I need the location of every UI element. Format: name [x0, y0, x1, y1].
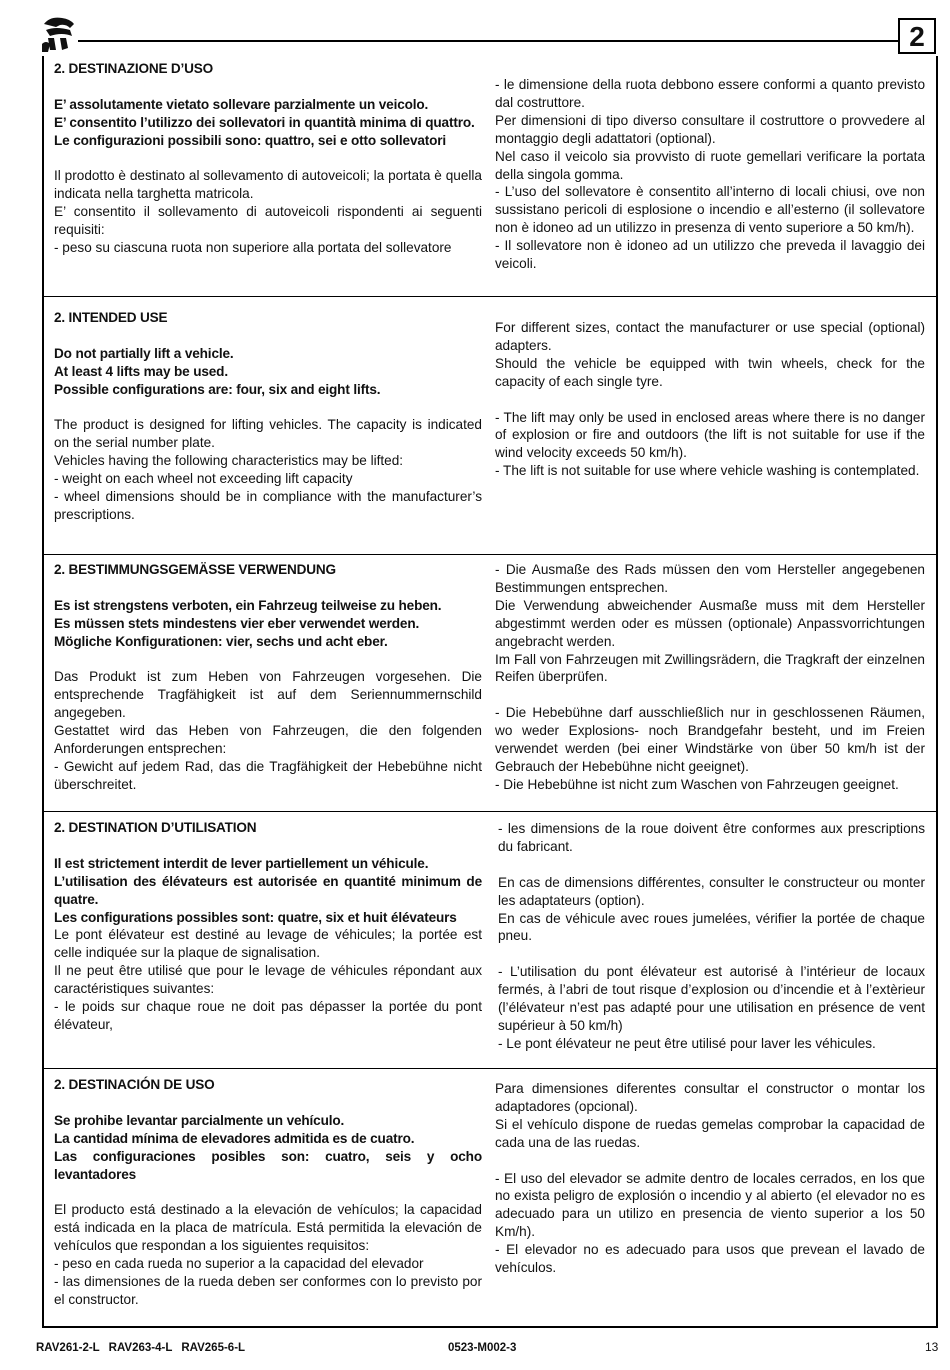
- footer-page-number: 13: [925, 1340, 939, 1354]
- paragraph: Si el vehículo dispone de ruedas gemelas comprobar la capacidad de cada una de las ruedas.: [495, 1116, 925, 1150]
- paragraph: - le poids sur chaque roue ne doit pas dépasser la portée du pont élévateur,: [54, 999, 482, 1032]
- paragraph: - weight on each wheel not exceeding lift capacity: [54, 471, 353, 487]
- paragraph: Il ne peut être utilisé que pour le levage de véhicules répondant aux caractéristiques suivantes:: [54, 963, 482, 997]
- warning-text: Do not partially lift a vehicle.: [54, 345, 234, 361]
- paragraph: En cas de véhicule avec roues jumelées, vérifier la portée de chaque pneu.: [498, 910, 925, 944]
- paragraph: - El elevador no es adecuado para usos que prevean el lavado de vehículos.: [495, 1242, 925, 1276]
- paragraph: - Die Ausmaße des Rads müssen den vom Hersteller angegebenen Bestimmungen entsprechen.: [495, 562, 925, 595]
- paragraph: - Il sollevatore non è idoneo ad un utilizzo che preveda il lavaggio dei veicoli.: [495, 238, 925, 272]
- paragraph: Die Verwendung abweichender Ausmaße muss mit dem Hersteller abgestimmt werden oder es müssen (optionale) Anpassvorrichtungen angebracht werden.: [495, 597, 925, 649]
- paragraph: Para dimensiones diferentes consultar el constructor o montar los adaptadores (opcional).: [495, 1081, 925, 1114]
- section-number-box: 2: [898, 18, 936, 54]
- paragraph: - peso en cada rueda no superior a la capacidad del elevador: [54, 1256, 424, 1272]
- paragraph: - Die Hebebühne ist nicht zum Waschen von Fahrzeugen geeignet.: [495, 776, 899, 792]
- warning-text: Il est strictement interdit de lever partiellement un véhicule.: [54, 855, 429, 871]
- warning-text: Possible configurations are: four, six and eight lifts.: [54, 381, 381, 397]
- warning-text: Las configuraciones posibles son: cuatro, seis y ocho levantadores: [54, 1148, 482, 1182]
- warning-text: Es ist strengstens verboten, ein Fahrzeug teilweise zu heben.: [54, 597, 442, 613]
- warning-block: [54, 597, 482, 651]
- warning-text: E’ assolutamente vietato sollevare parzialmente un veicolo.: [54, 96, 429, 112]
- paragraph: Per dimensioni di tipo diverso consultare il costruttore o provvedere al montaggio degli adattatori (optional).: [495, 112, 925, 146]
- section-heading: 2. DESTINATION D’UTILISATION: [54, 820, 257, 835]
- footer-document-code: 0523-M002-3: [448, 1342, 517, 1354]
- paragraph: - Die Hebebühne darf ausschließlich nur in geschlossenen Räumen, wo weder Explosions- noch Brandgefahr besteht, und im Freien verwendet werden (bei einer Windstärke von über 50 km/h ist der Gebrauch der Hebebühne nicht geeignet).: [495, 705, 925, 774]
- paragraph: Should the vehicle be equipped with twin wheels, check for the capacity of each single tyre.: [495, 355, 925, 389]
- header-rule: [78, 40, 898, 42]
- section-heading: 2. DESTINAZIONE D’USO: [54, 61, 213, 76]
- paragraph: - El uso del elevador se admite dentro de locales cerrados, en los que no exista peligro de explosión o incendio y al abierto (el elevador no es adecuado para un utilizo en presencia de viento superior a los 50 Km/h).: [495, 1170, 925, 1240]
- warning-text: E’ consentito l’utilizzo dei sollevatori in quantità minima di quattro.: [54, 114, 475, 130]
- section-heading: 2. DESTINACIÓN DE USO: [54, 1077, 215, 1092]
- paragraph: En cas de dimensions différentes, consulter le constructeur ou monter les adaptateurs (option).: [498, 874, 925, 908]
- section-en: [42, 297, 938, 555]
- warning-block: [54, 96, 482, 150]
- section-de: [42, 555, 938, 812]
- warning-text: Mögliche Konfigurationen: vier, sechs und acht eber.: [54, 633, 388, 649]
- paragraph: E’ consentito il sollevamento di autoveicoli rispondenti ai seguenti requisiti:: [54, 204, 482, 238]
- paragraph: Vehicles having the following characteristics may be lifted:: [54, 453, 404, 469]
- paragraph: - wheel dimensions should be in compliance with the manufacturer’s prescriptions.: [54, 489, 482, 522]
- paragraph: - Gewicht auf jedem Rad, das die Tragfähigkeit der Hebebühne nicht überschreitet.: [54, 758, 482, 792]
- paragraph: Il prodotto è destinato al sollevamento di autoveicoli; la portata è quella indicata nella targhetta matricola.: [54, 168, 482, 202]
- paragraph: For different sizes, contact the manufacturer or use special (optional) adapters.: [495, 320, 925, 353]
- paragraph: Le pont élévateur est destiné au levage de véhicules; la portée est celle indiquée sur la plaque de signalisation.: [54, 927, 482, 961]
- section-es: [42, 1069, 938, 1328]
- paragraph: - le dimensione della ruota debbono essere conformi a quanto previsto dal costruttore.: [495, 77, 925, 110]
- warning-text: Se prohibe levantar parcialmente un vehículo.: [54, 1112, 345, 1128]
- section-fr: [42, 812, 938, 1069]
- paragraph: - L’uso del sollevatore è consentito all’interno di locali chiusi, ove non sussistano pericoli di esplosione o incendio e all’esterno (il sollevatore non è idoneo ad un utilizzo in presenza di vento superiore a 50 km/h).: [495, 184, 925, 236]
- warning-text: L’utilisation des élévateurs est autorisée en quantité minimum de quatre.: [54, 873, 482, 907]
- warning-block: [54, 345, 482, 399]
- paragraph: The product is designed for lifting vehicles. The capacity is indicated on the serial number plate.: [54, 417, 482, 451]
- paragraph: - peso su ciascuna ruota non superiore alla portata del sollevatore: [54, 240, 452, 256]
- paragraph: - The lift is not suitable for use where vehicle washing is contemplated.: [495, 463, 920, 479]
- warning-text: At least 4 lifts may be used.: [54, 363, 228, 379]
- warning-block: [54, 855, 482, 927]
- paragraph: Im Fall von Fahrzeugen mit Zwillingsrädern, die Tragkraft der einzelnen Reifen überprüfen.: [495, 651, 925, 685]
- paragraph: El producto está destinado a la elevación de vehículos; la capacidad está indicada en la placa de matrícula. Está permitida la elevación de vehículos que respondan a los siguientes requisitos:: [54, 1202, 482, 1254]
- section-heading: 2. BESTIMMUNGSGEMÄSSE VERWENDUNG: [54, 562, 336, 577]
- paragraph: - las dimensiones de la rueda deben ser conformes con lo previsto por el constructor.: [54, 1273, 482, 1307]
- paragraph: Gestattet wird das Heben von Fahrzeugen, die den folgenden Anforderungen entsprechen:: [54, 723, 482, 757]
- paragraph: - Le pont élévateur ne peut être utilisé pour laver les véhicules.: [498, 1035, 876, 1051]
- warning-text: Le configurazioni possibili sono: quattro, sei e otto sollevatori: [54, 132, 447, 148]
- manufacturer-logo-icon: [40, 14, 80, 54]
- warning-text: La cantidad mínima de elevadores admitida es de cuatro.: [54, 1130, 415, 1146]
- paragraph: Nel caso il veicolo sia provvisto di ruote gemellari verificare la portata della singola gomma.: [495, 148, 925, 182]
- warning-text: Es müssen stets mindestens vier eber verwendet werden.: [54, 615, 420, 631]
- warning-text: Les configurations possibles sont: quatre, six et huit élévateurs: [54, 909, 457, 925]
- section-heading: 2. INTENDED USE: [54, 310, 168, 325]
- paragraph: - The lift may only be used in enclosed areas where there is no danger of explosion or fire and outdoors (the lift is not suitable for use if the wind velocity exceeds 50 km/h).: [495, 409, 925, 461]
- footer-model-codes: RAV261-2-L RAV263-4-L RAV265-6-L: [36, 1342, 246, 1354]
- paragraph: - les dimensions de la roue doivent être conformes aux prescriptions du fabricant.: [498, 821, 925, 854]
- paragraph: - L’utilisation du pont élévateur est autorisé à l’intérieur de locaux fermés, à l’abri de tout risque d’explosion ou d’incendie et à l’extèrieur (l’élévateur n’est pas adapté pour une utilisation en présence de vent supérieur à 50 km/h): [498, 964, 925, 1033]
- section-it: [42, 56, 938, 297]
- warning-block: [54, 1112, 482, 1184]
- paragraph: Das Produkt ist zum Heben von Fahrzeugen vorgesehen. Die entsprechende Tragfähigkeit ist auf dem Seriennummernschild angegeben.: [54, 669, 482, 721]
